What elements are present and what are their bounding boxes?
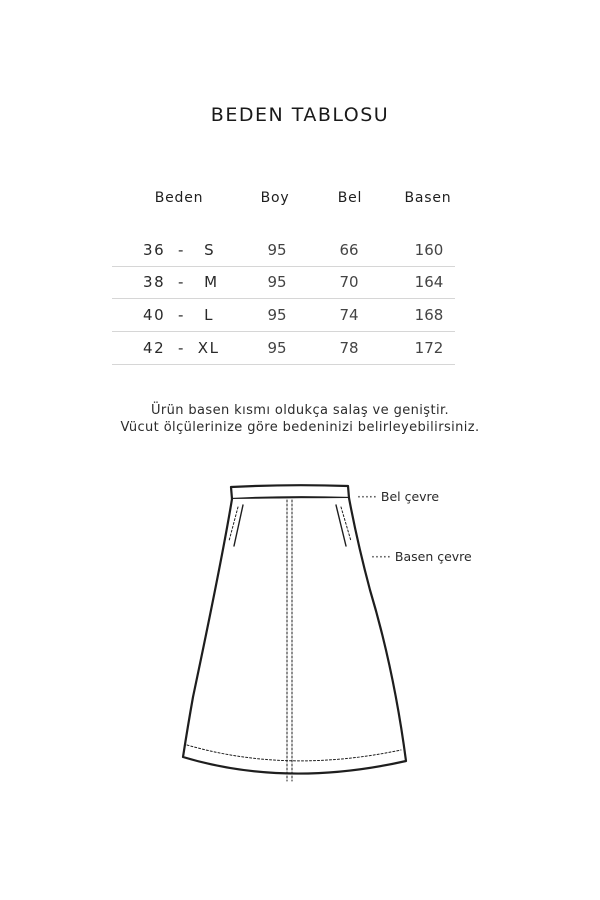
waist-callout [357, 489, 439, 504]
waist-dots: ····· [357, 489, 377, 504]
header-bel: Bel [337, 190, 363, 206]
waistband-shape [231, 485, 349, 499]
header-basen: Basen [404, 190, 452, 206]
bel-value: 66 [339, 241, 359, 259]
boy-value: 95 [267, 241, 287, 259]
size-label: 42 - XL [143, 339, 220, 357]
size-label: 38 - M [143, 273, 219, 291]
hip-dots: ····· [371, 549, 391, 564]
waist-label: Bel çevre [380, 489, 440, 504]
boy-value: 95 [267, 306, 287, 324]
header-boy: Boy [260, 190, 290, 206]
bel-value: 78 [339, 339, 359, 357]
basen-value: 160 [414, 241, 444, 259]
basen-value: 164 [414, 273, 444, 291]
boy-value: 95 [267, 339, 287, 357]
fit-note-line-2: Vücut ölçülerinize göre bedeninizi belirleyebilirsiniz. [120, 420, 480, 435]
size-label: 36 - S [143, 241, 216, 259]
header-beden: Beden [154, 190, 204, 206]
page-title: BEDEN TABLOSU [210, 104, 390, 126]
hip-label: Basen çevre [394, 549, 472, 564]
basen-value: 172 [414, 339, 444, 357]
fit-note-line-1: Ürün basen kısmı oldukça salaş ve geniştir. [150, 403, 450, 418]
size-label: 40 - L [143, 306, 215, 324]
basen-value: 168 [414, 306, 444, 324]
hip-callout [371, 549, 472, 564]
boy-value: 95 [267, 273, 287, 291]
skirt-body-shape [183, 498, 406, 774]
bel-value: 70 [339, 273, 359, 291]
bel-value: 74 [339, 306, 359, 324]
